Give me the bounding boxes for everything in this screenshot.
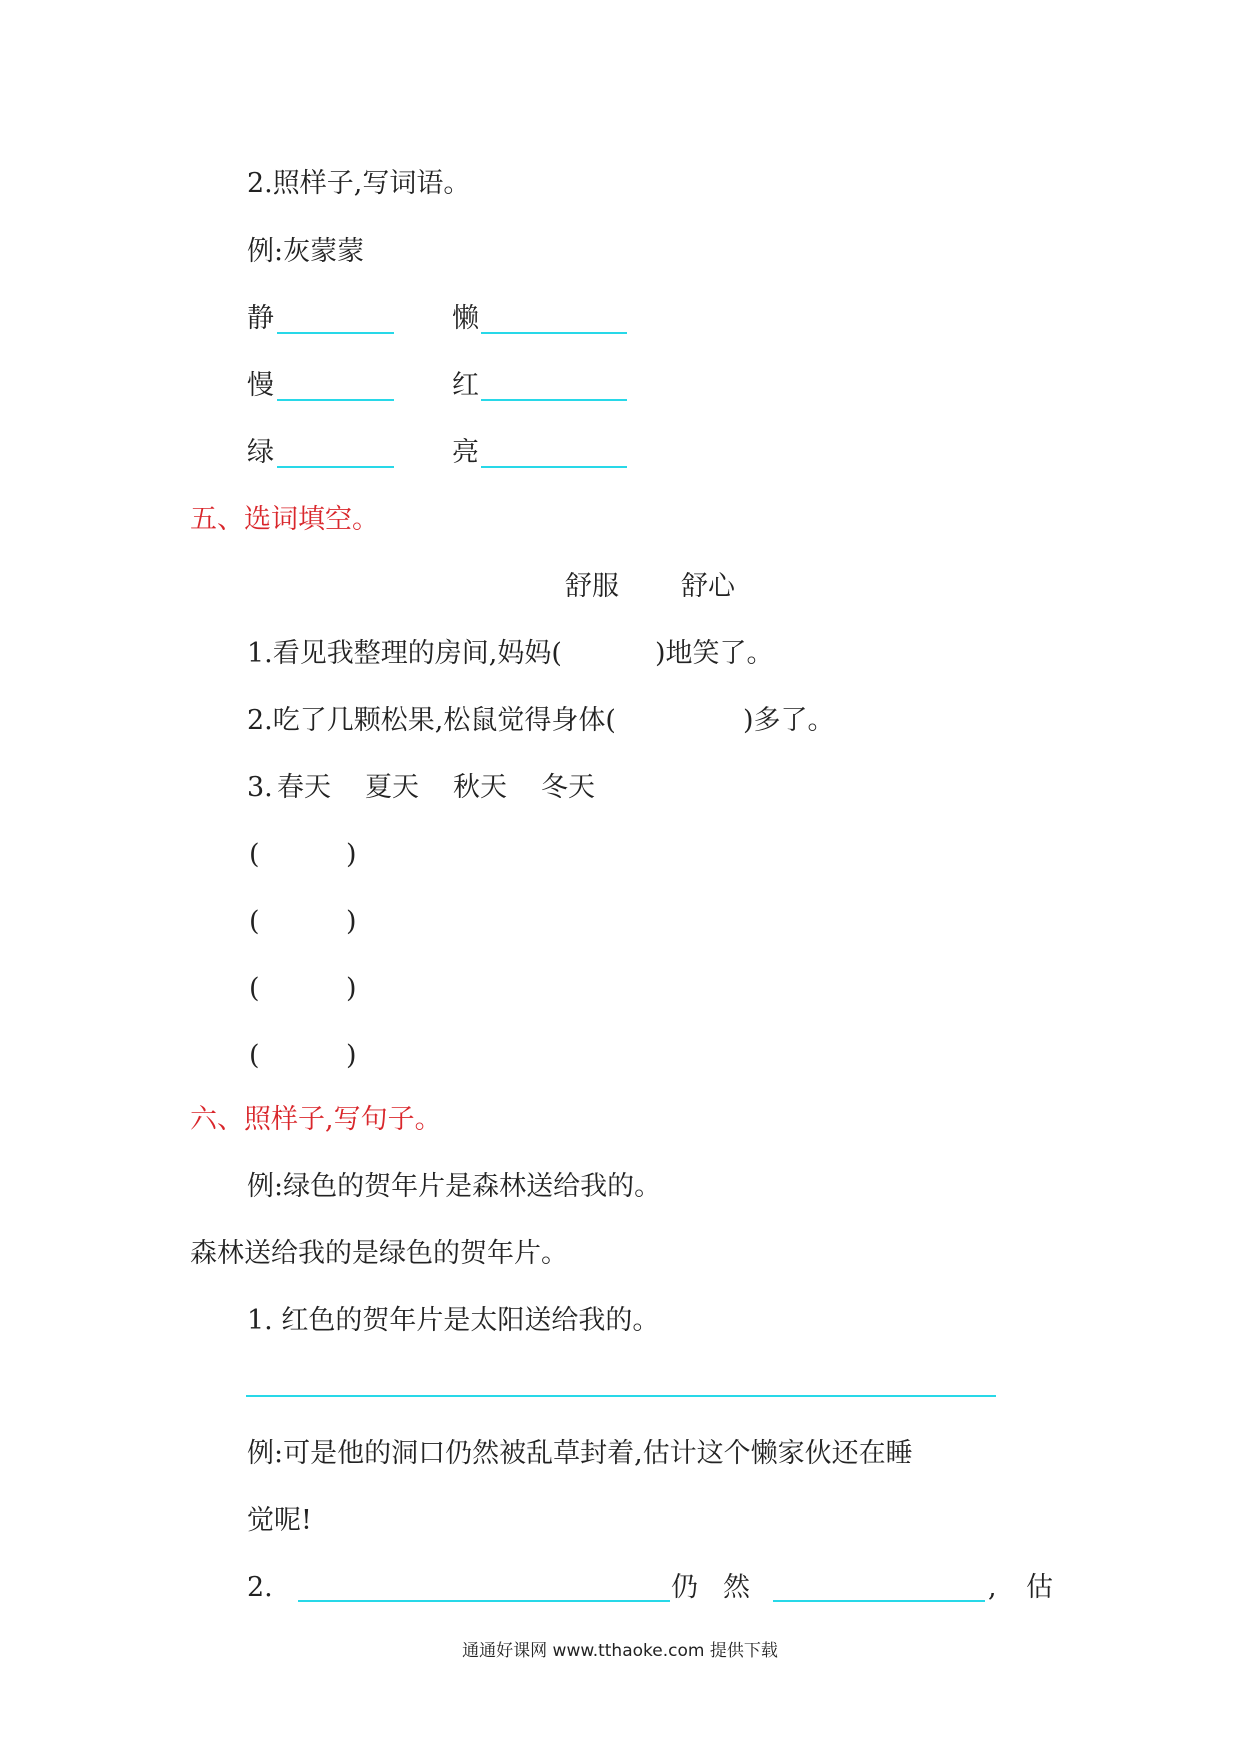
page-footer: 通通好课网 www.tthaoke.com 提供下载 xyxy=(462,1641,778,1661)
word-prefix: 懒 xyxy=(452,303,479,334)
answer-blank[interactable] xyxy=(481,466,627,468)
word-option: 舒心 xyxy=(681,571,735,602)
paren-open: ( xyxy=(249,839,260,870)
answer-blank[interactable] xyxy=(481,332,627,334)
paren-open: ( xyxy=(249,1040,260,1071)
paren-open: ( xyxy=(249,906,260,937)
question-2-word: 然 xyxy=(723,1572,750,1603)
question-2-end: )多了。 xyxy=(743,705,835,736)
word-prefix: 亮 xyxy=(452,437,479,468)
question-2-start: 2.吃了几颗松果,松鼠觉得身体( xyxy=(247,705,616,736)
paren-close: ) xyxy=(346,839,357,870)
word-option: 舒服 xyxy=(565,571,619,602)
example-sentence: 例:可是他的洞口仍然被乱草封着,估计这个懒家伙还在睡 xyxy=(247,1438,913,1469)
answer-blank[interactable] xyxy=(298,1600,670,1602)
season-word: 春天 xyxy=(277,772,331,803)
word-prefix: 静 xyxy=(247,303,274,334)
question-1: 1. 红色的贺年片是太阳送给我的。 xyxy=(247,1305,660,1336)
season-word: 秋天 xyxy=(453,772,507,803)
question-2-word: 估 xyxy=(1026,1572,1053,1603)
example-sentence: 例:绿色的贺年片是森林送给我的。 xyxy=(247,1171,662,1202)
paren-close: ) xyxy=(346,973,357,1004)
question-2-word: 仍 xyxy=(671,1572,698,1603)
answer-blank[interactable] xyxy=(277,466,394,468)
example-sentence: 森林送给我的是绿色的贺年片。 xyxy=(190,1238,568,1269)
example-word: 例:灰蒙蒙 xyxy=(247,236,365,267)
question-1-end: )地笑了。 xyxy=(655,638,774,669)
exercise-title: 2.照样子,写词语。 xyxy=(247,168,471,199)
question-1-start: 1.看见我整理的房间,妈妈( xyxy=(247,638,562,669)
section-heading: 五、选词填空。 xyxy=(190,504,379,535)
season-word: 冬天 xyxy=(541,772,595,803)
word-prefix: 慢 xyxy=(247,370,274,401)
answer-blank[interactable] xyxy=(277,399,394,401)
answer-blank[interactable] xyxy=(277,332,394,334)
paren-close: ) xyxy=(346,1040,357,1071)
section-heading: 六、照样子,写句子。 xyxy=(190,1104,442,1135)
question-3-number: 3. xyxy=(247,772,273,803)
word-prefix: 红 xyxy=(452,370,479,401)
paren-close: ) xyxy=(346,906,357,937)
answer-blank[interactable] xyxy=(773,1600,985,1602)
question-2-comma: , xyxy=(988,1572,997,1603)
word-prefix: 绿 xyxy=(247,437,274,468)
season-word: 夏天 xyxy=(365,772,419,803)
question-2-number: 2. xyxy=(247,1572,273,1603)
answer-blank[interactable] xyxy=(481,399,627,401)
paren-open: ( xyxy=(249,973,260,1004)
answer-line[interactable] xyxy=(246,1395,996,1397)
example-sentence: 觉呢! xyxy=(247,1505,312,1536)
